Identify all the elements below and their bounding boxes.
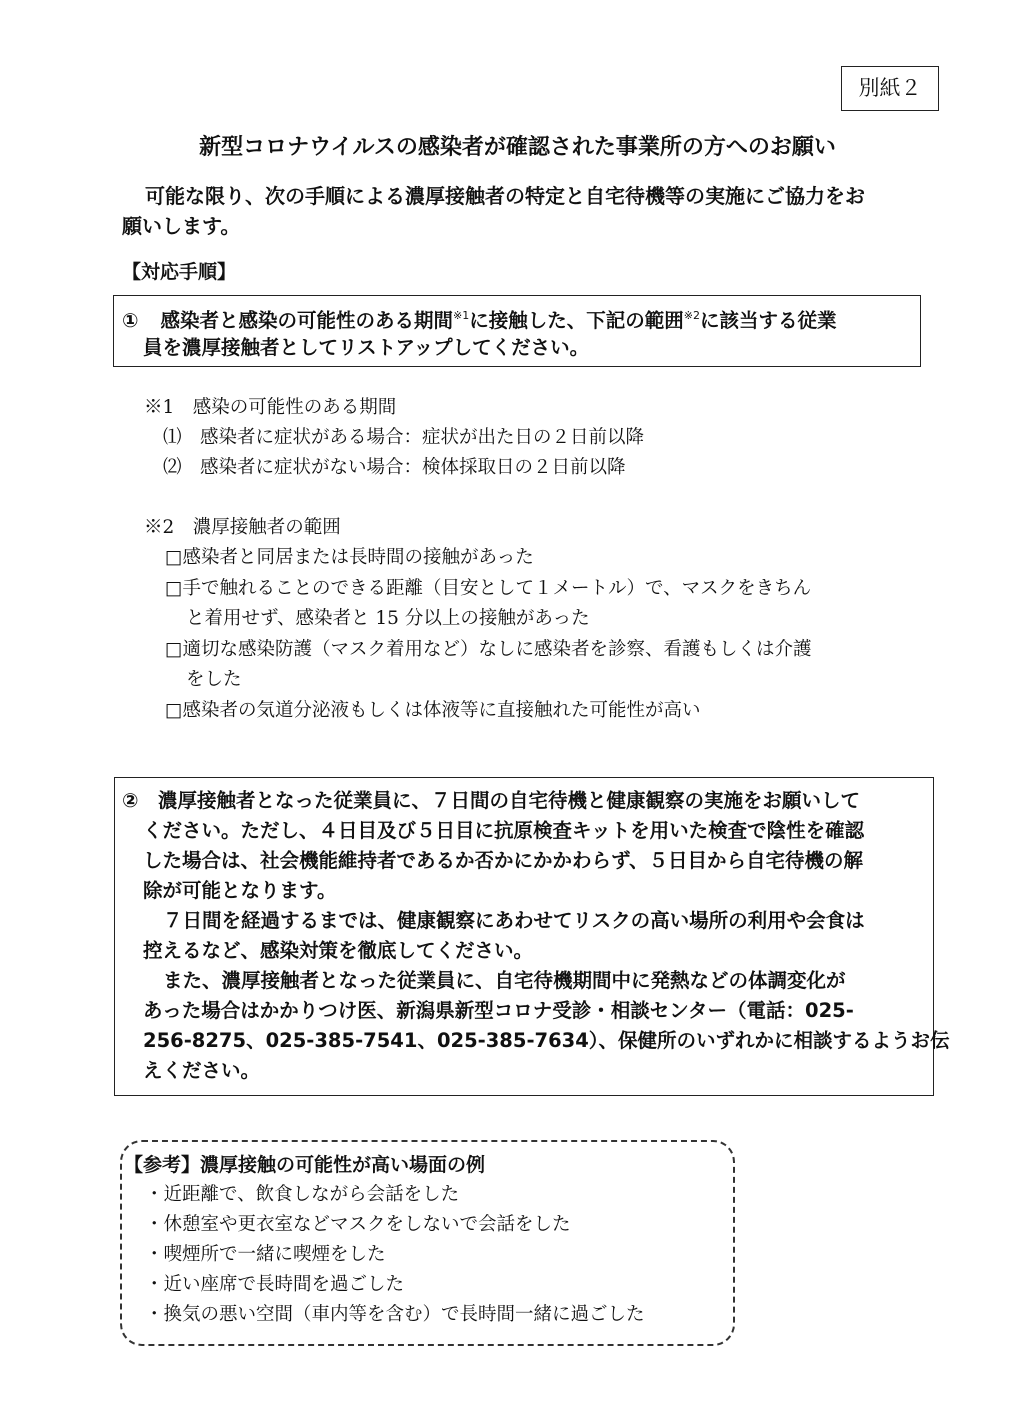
step2-line-8: あった場合はかかりつけ医、新潟県新型コロナ受診・相談センター（電話：025- — [143, 999, 854, 1022]
step1-number: ① — [122, 309, 139, 332]
step2-line-2: ください。ただし、４日目及び５日目に抗原検査キットを用いた検査で陰性を確認 — [143, 819, 865, 842]
reference-item-5: ・換気の悪い空間（車内等を含む）で長時間一緒に過ごした — [145, 1304, 645, 1325]
intro-line-2: 願いします。 — [122, 214, 241, 238]
note1-heading: ※1 感染の可能性のある期間 — [144, 397, 397, 418]
step1-footnote-ref-1: ※1 — [453, 309, 470, 322]
step2-line-10: えください。 — [143, 1059, 261, 1082]
reference-item-2: ・休憩室や更衣室などマスクをしないで会話をした — [145, 1214, 571, 1235]
step2-line-1: ② 濃厚接触者となった従業員に、７日間の自宅待機と健康観察の実施をお願いして — [122, 789, 861, 812]
step1-line-2: 員を濃厚接触者としてリストアップしてください。 — [143, 336, 590, 359]
step2-line-9: 256-8275、025-385-7541、025-385-7634）、保健所のいずれかに相談するようお伝 — [143, 1029, 950, 1052]
step2-line-5: ７日間を経過するまでは、健康観察にあわせてリスクの高い場所の利用や会食は — [163, 909, 865, 932]
intro-line-1: 可能な限り、次の手順による濃厚接触者の特定と自宅待機等の実施にご協力をお — [145, 184, 865, 208]
note2-line-2: □手で触れることのできる距離（目安として１メートル）で、マスクをきちん — [165, 578, 812, 599]
step1-line-1 — [122, 301, 837, 336]
appendix-label: 別紙２ — [841, 66, 939, 111]
step1-text-b: に接触した、下記の範囲 — [469, 309, 684, 332]
procedure-heading: 【対応手順】 — [122, 261, 237, 283]
document-title: 新型コロナウイルスの感染者が確認された事業所の方へのお願い — [199, 135, 836, 160]
step1-text-c: に該当する従業 — [699, 309, 837, 332]
step1-text-a: 感染者と感染の可能性のある期間 — [160, 309, 454, 332]
note2-line-4: □適切な感染防護（マスク着用など）なしに感染者を診察、看護もしくは介護 — [165, 639, 812, 660]
reference-item-3: ・喫煙所で一緒に喫煙をした — [145, 1244, 386, 1265]
step1-footnote-ref-2: ※2 — [683, 309, 700, 322]
note2-line-3: と着用せず、感染者と 15 分以上の接触があった — [186, 608, 590, 629]
note1-item-1: ⑴ 感染者に症状がある場合：症状が出た日の２日前以降 — [163, 427, 645, 448]
note1-item-2: ⑵ 感染者に症状がない場合：検体採取日の２日前以降 — [163, 457, 626, 478]
reference-item-4: ・近い座席で長時間を過ごした — [145, 1274, 405, 1295]
note2-line-6: □感染者の気道分泌液もしくは体液等に直接触れた可能性が高い — [165, 700, 701, 721]
reference-heading: 【参考】濃厚接触の可能性が高い場面の例 — [124, 1154, 486, 1176]
step2-line-6: 控えるなど、感染対策を徹底してください。 — [143, 939, 534, 962]
step2-line-7: また、濃厚接触者となった従業員に、自宅待機期間中に発熱などの体調変化が — [163, 969, 846, 992]
reference-item-1: ・近距離で、飲食しながら会話をした — [145, 1184, 460, 1205]
note2-heading: ※2 濃厚接触者の範囲 — [144, 517, 341, 538]
note2-line-5: をした — [186, 669, 242, 690]
step2-line-3: した場合は、社会機能維持者であるか否かにかかわらず、５日目から自宅待機の解 — [143, 849, 863, 872]
note2-line-1: □感染者と同居または長時間の接触があった — [165, 547, 534, 568]
step2-line-4: 除が可能となります。 — [143, 879, 337, 902]
